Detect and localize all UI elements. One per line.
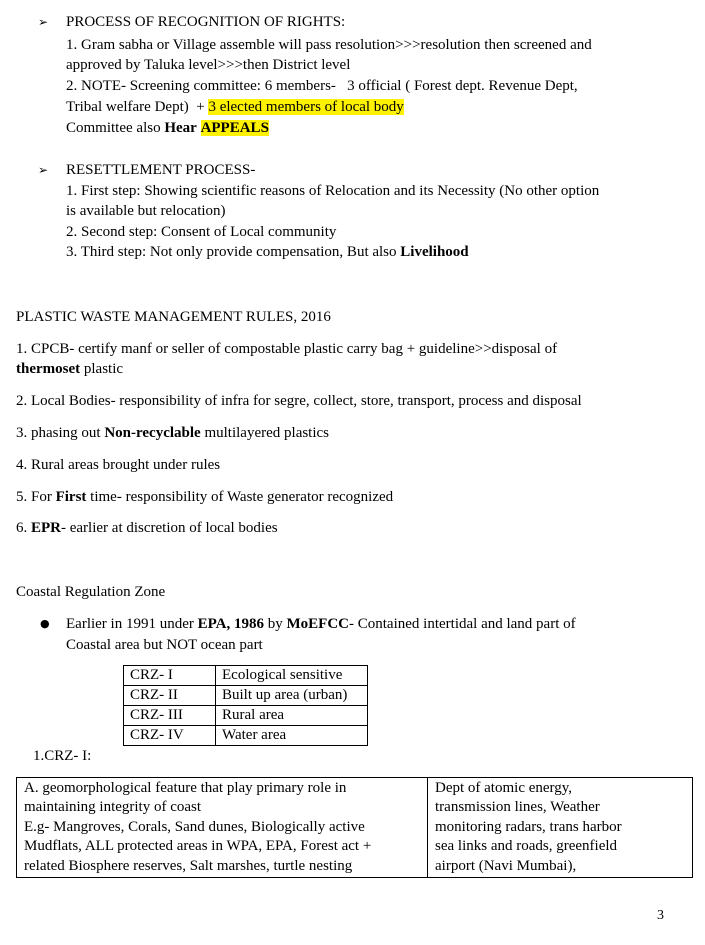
plastic-text: multilayered plastics — [200, 425, 330, 441]
recognition-text: Tribal welfare Dept) + — [66, 99, 209, 115]
plastic-item — [16, 487, 393, 507]
crz-zone-table — [123, 665, 368, 746]
table-row — [124, 666, 368, 686]
resettlement-heading: RESETTLEMENT PROCESS- — [66, 162, 256, 178]
zone-cell: CRZ- IV — [124, 726, 216, 746]
table-row — [124, 726, 368, 746]
plastic-text: plastic — [80, 361, 124, 377]
plastic-heading: PLASTIC WASTE MANAGEMENT RULES, 2016 — [16, 309, 331, 325]
plastic-text: 5. For — [16, 489, 56, 505]
plastic-text: - earlier at discretion of local bodies — [61, 520, 278, 536]
crz-text: - Contained intertidal and land part of — [349, 616, 576, 632]
zone-cell: CRZ- I — [124, 666, 216, 686]
table-row — [124, 706, 368, 726]
bold-text: Non-recyclable — [104, 425, 201, 441]
detail-line: Mudflats, ALL protected areas in WPA, EPA, Forest act + — [24, 838, 372, 855]
recognition-line: 2. NOTE- Screening committee: 6 members- 3 official ( Forest dept. Revenue Dept, — [66, 78, 578, 94]
detail-line: maintaining integrity of coast — [24, 799, 202, 816]
plastic-item — [16, 423, 329, 443]
recognition-line — [66, 97, 404, 117]
resettlement-line: 2. Second step: Consent of Local community — [66, 224, 337, 240]
zone-cell: CRZ- III — [124, 706, 216, 726]
bold-text: EPA, 1986 — [197, 616, 265, 632]
zone-cell: CRZ- II — [124, 686, 216, 706]
crz-subheading: 1.CRZ- I: — [33, 748, 92, 764]
recognition-line: 1. Gram sabha or Village assemble will pass resolution>>>resolution then screened and — [66, 37, 592, 53]
recognition-line — [66, 118, 269, 138]
arrow-bullet-icon: ➢ — [38, 163, 49, 177]
table-row — [124, 686, 368, 706]
bullet-icon: ● — [40, 617, 50, 630]
plastic-text: time- responsibility of Waste generator recognized — [86, 489, 394, 505]
bold-text: Hear — [164, 120, 197, 136]
recognition-line: approved by Taluka level>>>then District level — [66, 57, 351, 73]
desc-cell: Built up area (urban) — [216, 686, 368, 706]
recognition-heading: PROCESS OF RECOGNITION OF RIGHTS: — [66, 14, 346, 30]
desc-cell: Water area — [216, 726, 368, 746]
bold-text: thermoset — [16, 361, 81, 377]
resettlement-line: is available but relocation) — [66, 203, 226, 219]
recognition-text: Committee also — [66, 120, 165, 136]
crz-heading: Coastal Regulation Zone — [16, 584, 166, 600]
detail-right-cell — [428, 778, 693, 878]
highlighted-text: 3 elected members of local body — [208, 99, 404, 115]
arrow-bullet-icon: ➢ — [38, 15, 49, 29]
desc-cell: Ecological sensitive — [216, 666, 368, 686]
bold-text: Livelihood — [400, 244, 469, 260]
crz-bullet-line — [66, 614, 576, 634]
table-row — [17, 778, 693, 878]
crz-detail-table — [16, 777, 693, 878]
detail-line: monitoring radars, trans harbor — [435, 818, 622, 835]
plastic-item — [16, 518, 278, 538]
detail-line: transmission lines, Weather — [435, 799, 600, 816]
detail-line: airport (Navi Mumbai), — [435, 857, 577, 874]
resettlement-line: 1. First step: Showing scientific reasons of Relocation and its Necessity (No other option — [66, 183, 600, 199]
resettlement-line — [66, 242, 469, 262]
detail-line: E.g- Mangroves, Corals, Sand dunes, Biologically active — [24, 818, 365, 835]
crz-text: by — [264, 616, 287, 632]
plastic-text: 3. phasing out — [16, 425, 105, 441]
detail-line: related Biosphere reserves, Salt marshes, turtle nesting — [24, 857, 353, 874]
detail-line: A. geomorphological feature that play primary role in — [24, 780, 347, 796]
desc-cell: Rural area — [216, 706, 368, 726]
detail-line: Dept of atomic energy, — [435, 780, 573, 796]
plastic-item: 4. Rural areas brought under rules — [16, 457, 221, 473]
detail-line: sea links and roads, greenfield — [435, 838, 618, 855]
plastic-item: 1. CPCB- certify manf or seller of compostable plastic carry bag + guideline>>disposal of — [16, 341, 558, 357]
highlighted-text: APPEALS — [200, 120, 269, 136]
plastic-text: 6. — [16, 520, 31, 536]
crz-bullet-line: Coastal area but NOT ocean part — [66, 637, 263, 653]
resettlement-text: 3. Third step: Not only provide compensation, But also — [66, 244, 401, 260]
page-number: 3 — [657, 908, 664, 923]
bold-text: MoEFCC — [286, 616, 350, 632]
bold-text: First — [55, 489, 87, 505]
crz-text: Earlier in 1991 under — [66, 616, 198, 632]
plastic-item — [16, 359, 123, 379]
detail-left-cell — [17, 778, 428, 878]
plastic-item: 2. Local Bodies- responsibility of infra for segre, collect, store, transport, process and disposal — [16, 393, 582, 409]
bold-text: EPR — [31, 520, 61, 536]
